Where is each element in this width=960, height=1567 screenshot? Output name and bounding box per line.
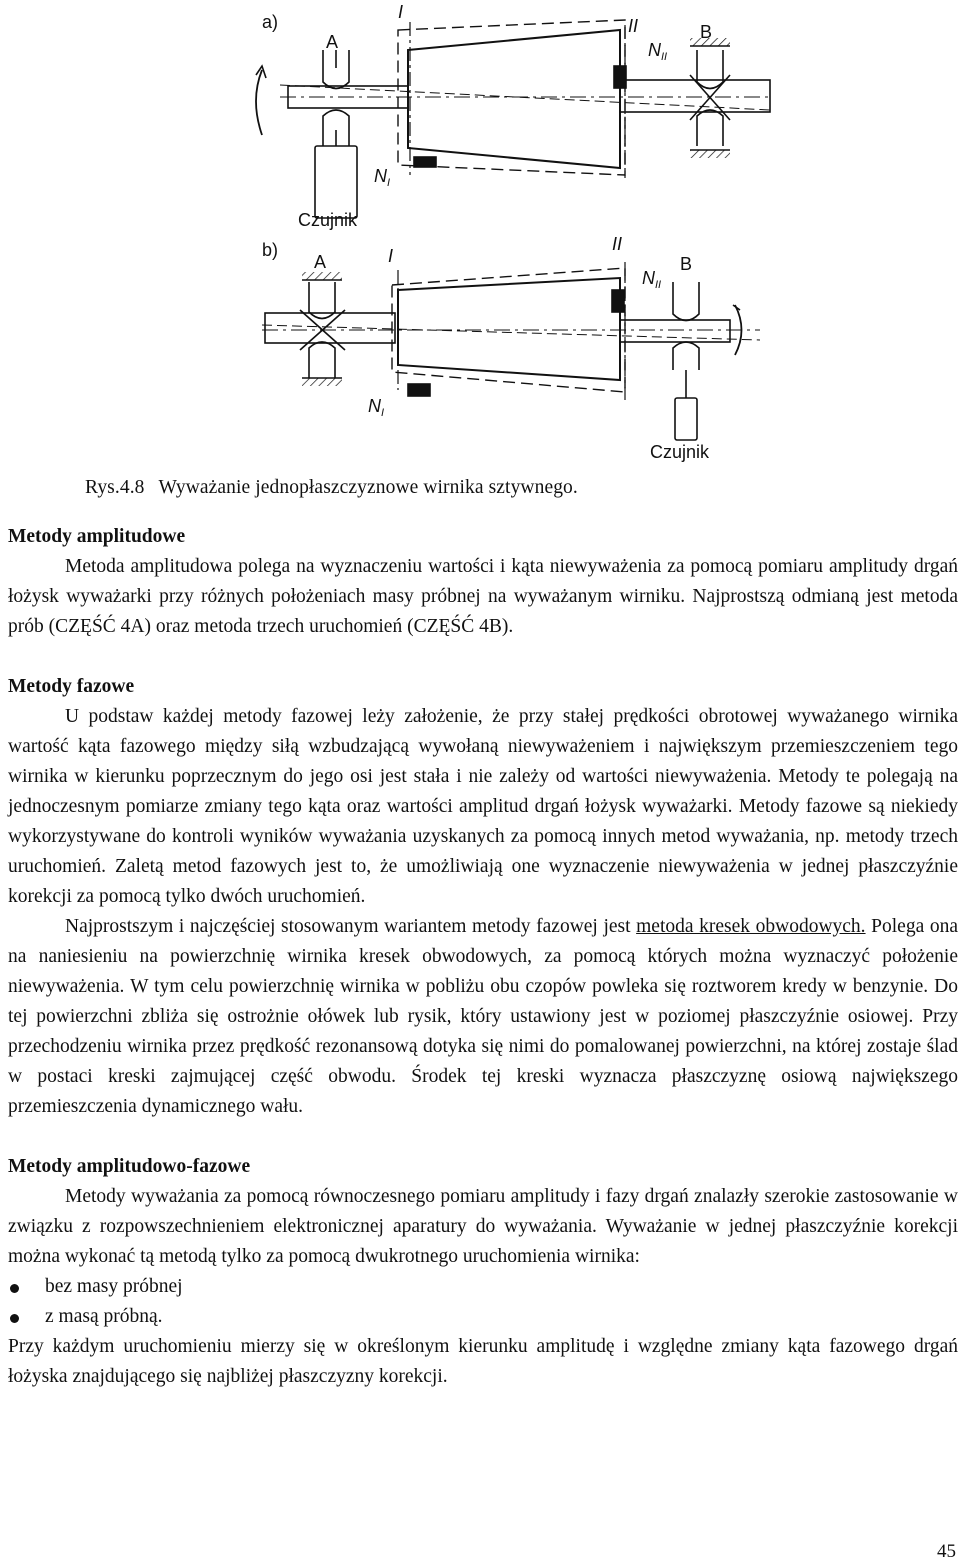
label-bearing-b-top: B bbox=[700, 22, 713, 42]
label-plane-2-a: II bbox=[628, 16, 639, 36]
mass-n1-a bbox=[414, 157, 436, 167]
bearing-b-bottom bbox=[697, 110, 723, 146]
list-item: z masą próbną. bbox=[8, 1302, 958, 1332]
mass-n1-b bbox=[408, 384, 430, 396]
label-plane-2-b: II bbox=[612, 234, 623, 254]
label-mass-2-b: $N_{II}$ bbox=[642, 268, 662, 291]
rotor-body-b bbox=[398, 278, 620, 380]
section-heading-phase: Metody fazowe bbox=[8, 676, 135, 697]
term-circumferential-lines: metoda kresek obwodowych. bbox=[636, 916, 866, 937]
label-bearing-a-b: A bbox=[314, 252, 327, 272]
label-sensor-a: Czujnik bbox=[298, 210, 358, 230]
label-plane-1-a: I bbox=[398, 2, 404, 22]
bullet-list bbox=[8, 1272, 958, 1332]
document-body bbox=[8, 522, 958, 1392]
figure-caption-text: Wyważanie jednopłaszczyznowe wirnika sztywnego. bbox=[158, 477, 578, 498]
shaft-right-a bbox=[620, 80, 770, 112]
rotor-balancing-figure bbox=[240, 0, 780, 470]
diagram-b bbox=[262, 262, 760, 440]
figure-caption bbox=[85, 477, 578, 499]
label-bearing-a-top: A bbox=[326, 32, 339, 52]
label-mass-2-a: $N_{II}$ bbox=[648, 40, 668, 63]
section-heading-amp-phase: Metody amplitudowo-fazowe bbox=[8, 1156, 251, 1177]
label-b: b) bbox=[262, 240, 279, 260]
label-mass-1-a: $N_I$ bbox=[374, 166, 391, 189]
label-mass-1-b: $N_I$ bbox=[368, 396, 385, 419]
rotor-body-a bbox=[408, 30, 620, 168]
list-item: bez masy próbnej bbox=[8, 1272, 958, 1302]
paragraph-amplitude: Metoda amplitudowa polega na wyznaczeniu wartości i kąta niewyważenia za pomocą pomiaru amplitudy drgań łożysk wyważarki przy różnych położeniach masy próbnej na wyważanym wirniku. Najprostszą odmianą jest metoda prób (CZĘŚĆ 4A) oraz metoda trzech uruchomień (CZĘŚĆ 4B). bbox=[8, 556, 958, 637]
paragraph-closing: Przy każdym uruchomieniu mierzy się w określonym kierunku amplitudę i względne zmiany kąta fazowego drgań łożyska znajdującego się najbliżej płaszczyzny korekcji. bbox=[8, 1336, 958, 1387]
label-plane-1-b: I bbox=[388, 246, 394, 266]
page-number: 45 bbox=[937, 1541, 956, 1562]
label-bearing-b-b: B bbox=[680, 254, 693, 274]
bearing-b-bottom-b bbox=[673, 342, 699, 370]
bearing-b-top bbox=[697, 50, 723, 89]
mass-n2-a bbox=[614, 66, 626, 88]
paragraph-phase-1: U podstaw każdej metody fazowej leży założenie, że przy stałej prędkości obrotowej wyważanego wirnika wartość kąta fazowego między siłą wzbudzającą wywołaną niewyważeniem i największym przemieszczeniem tego wirnika w kierunku poprzecznym do jego osi jest stała i nie zależy od wartości niewyważenia. Metody te polegają na jednoczesnym pomiarze zmiany tego kąta oraz wartości amplitud drgań łożysk wyważarki. Metody fazowe są niekiedy wykorzystywane do kontroli wyników wyważania uzyskanych za pomocą innych metod wyważania, np. metody trzech uruchomień. Zaletą metod fazowych jest to, że umożliwiają one wyznaczenie niewyważenia w jednej płaszczyźnie korekcji za pomocą tylko dwóch uruchomień. bbox=[8, 706, 958, 907]
section-heading-amplitude: Metody amplitudowe bbox=[8, 526, 186, 547]
label-a: a) bbox=[262, 12, 279, 32]
bearing-a-bottom-b bbox=[309, 342, 335, 378]
sensor-b bbox=[675, 398, 697, 440]
paragraph-phase-2: Najprostszym i najczęściej stosowanym wariantem metody fazowej jest metoda kresek obwodowych. Polega ona na naniesieniu na powierzchnię wirnika kresek obwodowych, za pomocą których można wyznaczyć położenie niewyważenia. W tym celu powierzchnię wirnika w pobliżu obu czopów powleka się roztworem kredy w benzynie. Do tej powierzchni zbliża się ostrożnie ołówek lub rysik, który ustawiony jest w poziomej płaszczyźnie osiowej. Przy przechodzeniu wirnika przez prędkość rezonansową dotyka się nimi do pomalowanej powierzchni, na której zostaje ślad w postaci kreski zajmującej część obwodu. Środek tej kreski wyznacza płaszczyznę osiową największego przemieszczenia dynamicznego wału. bbox=[8, 916, 958, 1117]
sensor-a bbox=[315, 146, 357, 218]
label-sensor-b: Czujnik bbox=[650, 442, 710, 462]
mass-n2-b bbox=[612, 290, 624, 312]
paragraph-amp-phase: Metody wyważania za pomocą równoczesnego pomiaru amplitudy i fazy drgań znalazły szerokie zastosowanie w związku z rozpowszechnieniem elektronicznej aparatury do wyważania. Wyważanie w jednej płaszczyźnie korekcji można wykonać tą metodą tylko za pomocą dwukrotnego uruchomienia wirnika: bbox=[8, 1186, 958, 1267]
bearing-b-top-b bbox=[673, 282, 699, 321]
figure-number: Rys.4.8 bbox=[85, 477, 145, 498]
